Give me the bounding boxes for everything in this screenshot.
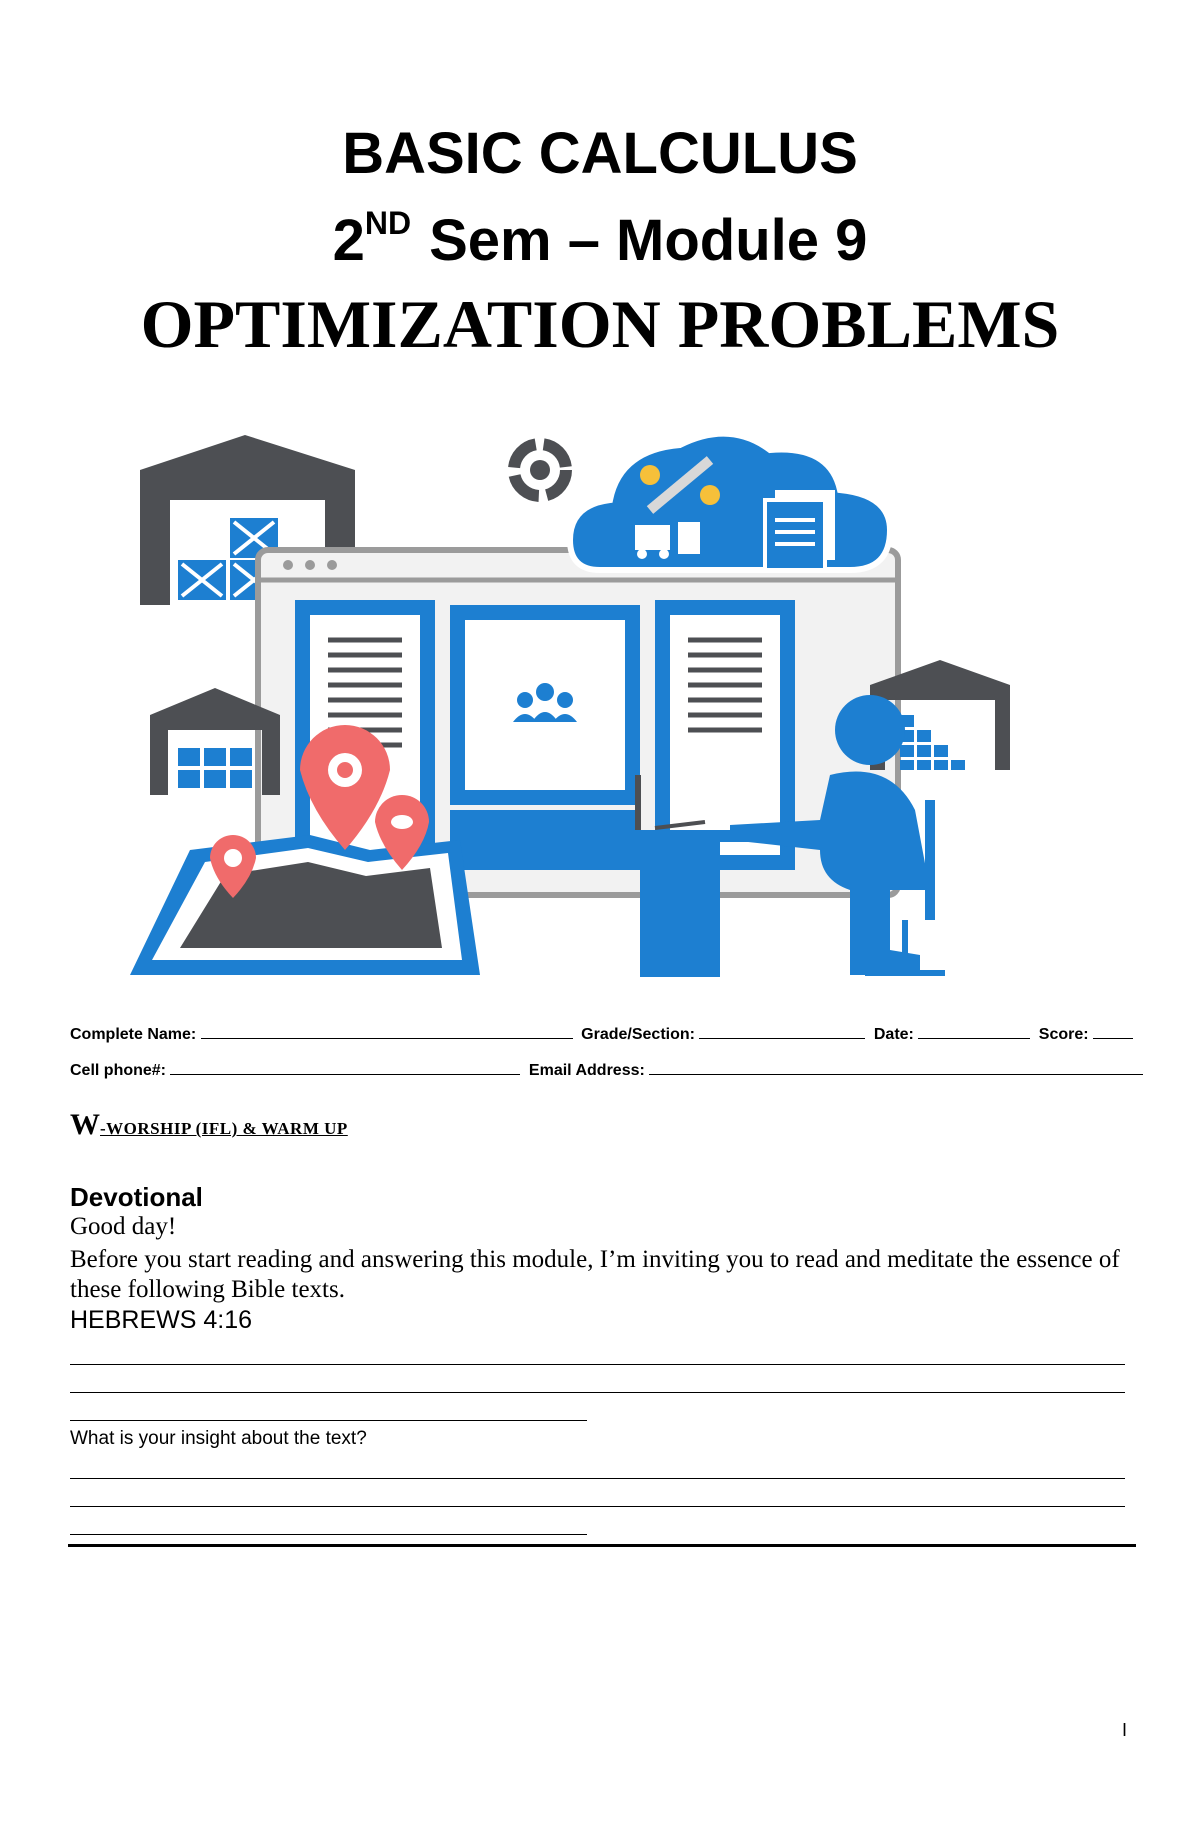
grade-section-label: Grade/Section: [581, 1026, 695, 1043]
answer-line[interactable] [70, 1420, 587, 1421]
worship-heading [70, 1108, 348, 1142]
date-field[interactable] [918, 1022, 1030, 1039]
insight-prompt: What is your insight about the text? [70, 1428, 367, 1449]
cell-phone-field[interactable] [170, 1058, 520, 1075]
devotional-intro: Before you start reading and answering this module, I’m inviting you to read and meditate the essence of these following Bible texts. [70, 1246, 1120, 1303]
student-info-row-1 [70, 1022, 1137, 1044]
score-field[interactable] [1093, 1022, 1133, 1039]
semester-superscript: ND [364, 205, 412, 241]
cloud-icon [570, 434, 890, 570]
date-label: Date: [873, 1026, 914, 1043]
bible-verse-reference: HEBREWS 4:16 [70, 1306, 253, 1334]
semester-number: 2 [332, 208, 365, 273]
section-divider [68, 1544, 1136, 1547]
student-info-row-2 [70, 1058, 1147, 1080]
course-title: BASIC CALCULUS [342, 121, 858, 186]
insight-answer-line[interactable] [70, 1478, 1125, 1479]
devotional-heading: Devotional [70, 1182, 203, 1212]
topic-title: OPTIMIZATION PROBLEMS [140, 286, 1060, 362]
complete-name-label: Complete Name: [70, 1026, 197, 1043]
email-field[interactable] [649, 1058, 1143, 1075]
email-label: Email Address: [528, 1062, 645, 1079]
refresh-gear-icon [514, 444, 566, 496]
supply-chain-illustration-icon [130, 430, 1060, 990]
page-number: I [1122, 1720, 1128, 1740]
worship-label: -WORSHIP (IFL) & WARM UP [100, 1119, 348, 1138]
complete-name-field[interactable] [201, 1022, 573, 1039]
cell-phone-label: Cell phone#: [70, 1062, 167, 1079]
greeting-text: Good day! [70, 1213, 177, 1240]
grade-section-field[interactable] [699, 1022, 865, 1039]
score-label: Score: [1038, 1026, 1089, 1043]
insight-answer-line[interactable] [70, 1534, 587, 1535]
insight-answer-line[interactable] [70, 1506, 1125, 1507]
worship-letter: W [70, 1108, 100, 1141]
answer-line[interactable] [70, 1392, 1125, 1393]
team-panel-center [450, 605, 640, 870]
module-subtitle [0, 205, 1200, 274]
module-label: Sem – Module 9 [429, 208, 868, 273]
answer-line[interactable] [70, 1364, 1125, 1365]
